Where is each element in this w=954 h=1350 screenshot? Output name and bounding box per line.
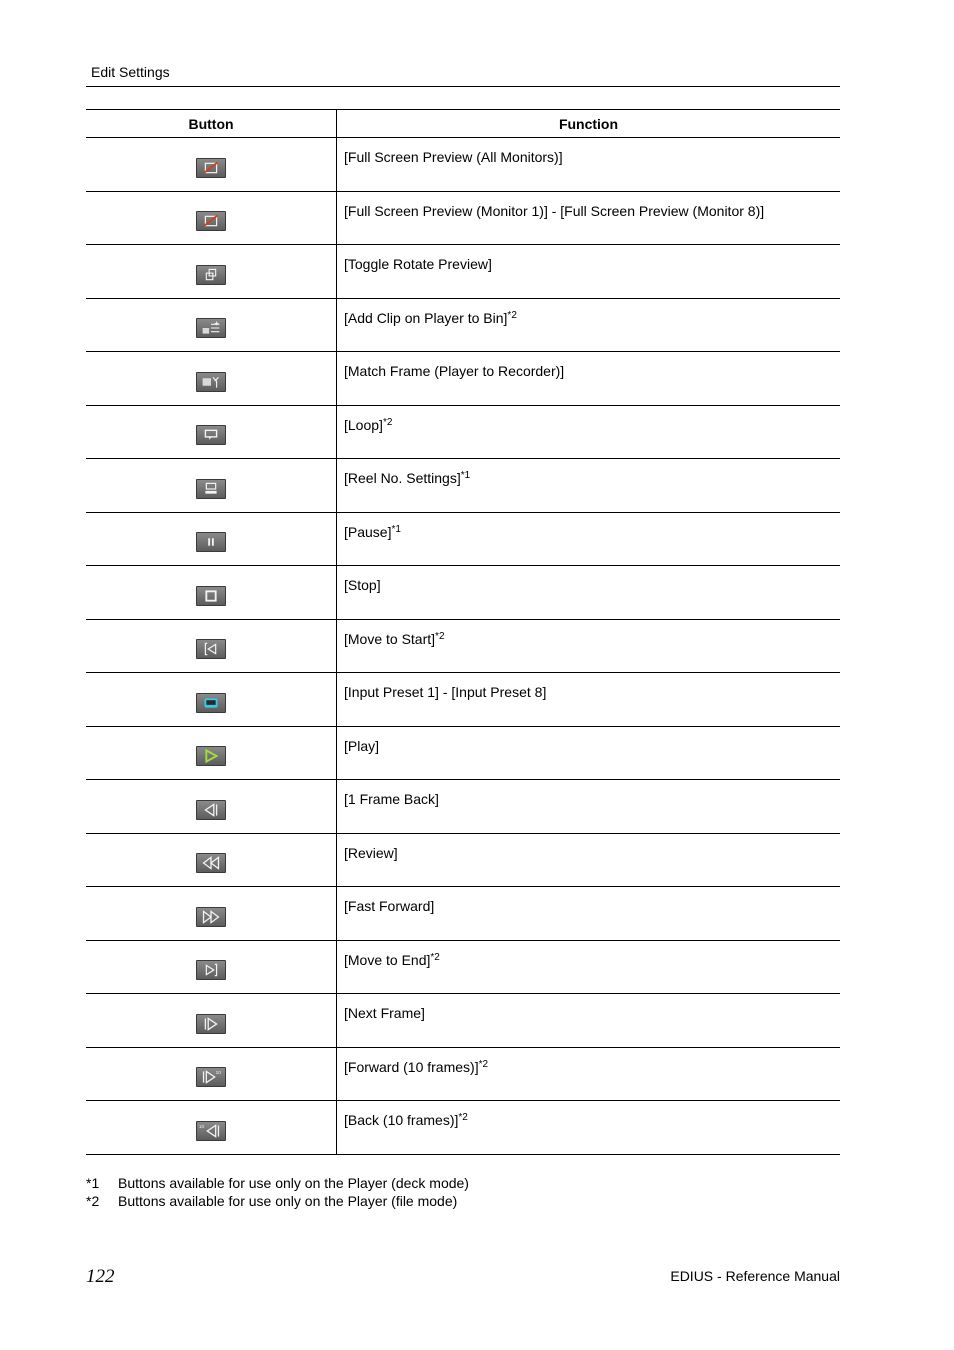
fullscreen-preview-all-icon [196,158,226,178]
table-row [86,1101,840,1155]
function-label: [Match Frame (Player to Recorder)] [344,363,565,379]
footnote-reference: *1 [391,523,401,535]
button-cell [86,192,336,245]
button-cell [86,459,336,512]
page-number: 122 [86,1266,115,1287]
function-label: [Next Frame] [344,1005,425,1021]
fullscreen-preview-monitor-icon [196,211,226,231]
function-cell [336,192,839,245]
function-label: [Review] [344,844,398,861]
button-cell [86,727,336,780]
function-cell [336,887,839,940]
button-cell [86,352,336,405]
footnote-reference: *2 [478,1058,489,1070]
match-frame-icon [196,372,226,392]
button-cell [86,1048,336,1101]
button-cell [86,406,336,459]
stop-icon [196,586,226,606]
function-cell [336,459,839,512]
column-header-function: Function [336,110,840,137]
table-row [86,352,840,406]
function-cell [336,406,839,459]
button-cell [86,566,336,619]
play-icon [196,746,226,766]
footnote-reference: *1 [460,470,471,481]
function-cell [336,245,839,298]
rewind-icon [196,853,226,873]
table-row [86,566,840,620]
function-label: [Toggle Rotate Preview] [344,256,492,272]
back-10-frames-icon [196,1121,226,1141]
function-cell [336,299,839,352]
footnote-mark: *2 [86,1193,100,1209]
function-label: [Stop] [344,577,381,593]
footnote-text: Buttons available for use only on the Player (file mode) [118,1193,458,1209]
add-clip-to-bin-icon [196,318,226,338]
table-row [86,299,840,353]
footnote-reference: *2 [507,309,517,321]
table-row [86,406,840,460]
button-cell [86,780,336,833]
header-divider [86,86,840,87]
function-cell [336,834,839,887]
table-row [86,245,840,299]
table-row [86,673,840,727]
table-row [86,192,840,246]
move-to-start-icon [196,639,226,659]
function-cell [336,566,839,619]
footnote-reference: *2 [430,951,440,963]
function-cell [336,1048,839,1101]
function-label: [Back (10 frames)] [344,1112,459,1128]
footnote [86,1192,469,1210]
function-label: [Add Clip on Player to Bin] [344,309,508,326]
function-label: [Input Preset 1] - [Input Preset 8] [344,684,547,700]
footnote-reference: *2 [435,630,445,642]
fast-forward-icon [196,907,226,927]
table-row [86,834,840,888]
table-row [86,887,840,941]
function-label: [Move to Start] [344,630,436,647]
table-row [86,513,840,567]
function-label: [1 Frame Back] [344,791,439,807]
loop-icon [196,425,226,445]
button-cell [86,887,336,940]
footnote-reference: *2 [458,1112,468,1123]
table-row [86,941,840,995]
table-row [86,780,840,834]
button-function-table [86,109,840,1155]
svg-text:10: 10 [198,1123,205,1129]
function-label: [Reel No. Settings] [344,470,461,486]
button-cell [86,834,336,887]
table-row [86,1048,840,1102]
function-cell [336,941,839,994]
move-to-end-icon [196,960,226,980]
button-cell [86,673,336,726]
frame-back-icon [196,800,226,820]
function-cell [336,513,839,566]
footnote-reference: *2 [382,416,393,428]
forward-10-frames-icon [196,1067,226,1087]
function-label: [Loop] [344,416,383,433]
function-cell [336,1101,839,1154]
function-label: [Full Screen Preview (Monitor 1)] - [Full Screen Preview (Monitor 8)] [344,202,765,219]
table-row [86,620,840,674]
table-row [86,138,840,192]
function-label: [Fast Forward] [344,898,435,914]
footnote-mark: *1 [86,1175,100,1191]
function-label: [Full Screen Preview (All Monitors)] [344,149,563,165]
next-frame-icon [196,1014,226,1034]
button-cell [86,941,336,994]
table-row [86,727,840,781]
function-cell [336,673,839,726]
pause-icon [196,532,226,552]
column-header-button: Button [188,115,234,132]
function-cell [336,620,839,673]
button-cell [86,994,336,1047]
header-title: Edit Settings [91,64,170,80]
function-label: [Play] [344,737,380,754]
footnote-text: Buttons available for use only on the Player (deck mode) [118,1175,469,1191]
footer-title: EDIUS - Reference Manual [670,1268,840,1284]
footnote [86,1174,469,1192]
button-cell [86,513,336,566]
function-cell [336,352,839,405]
button-cell [86,1101,336,1154]
reel-no-settings-icon [196,479,226,499]
table-row [86,994,840,1048]
footnotes [86,1174,469,1210]
svg-text:10: 10 [215,1070,221,1076]
button-cell [86,299,336,352]
function-cell [336,994,839,1047]
table-row [86,459,840,513]
table-header [86,110,840,138]
input-preset-icon [196,693,226,713]
button-cell [86,620,336,673]
function-cell [336,138,839,191]
button-cell [86,138,336,191]
function-label: [Move to End] [344,951,431,968]
button-cell [86,245,336,298]
function-label: [Pause] [344,523,392,540]
function-cell [336,727,839,780]
toggle-rotate-preview-icon [196,265,226,285]
function-label: [Forward (10 frames)] [344,1058,479,1075]
function-cell [336,780,839,833]
